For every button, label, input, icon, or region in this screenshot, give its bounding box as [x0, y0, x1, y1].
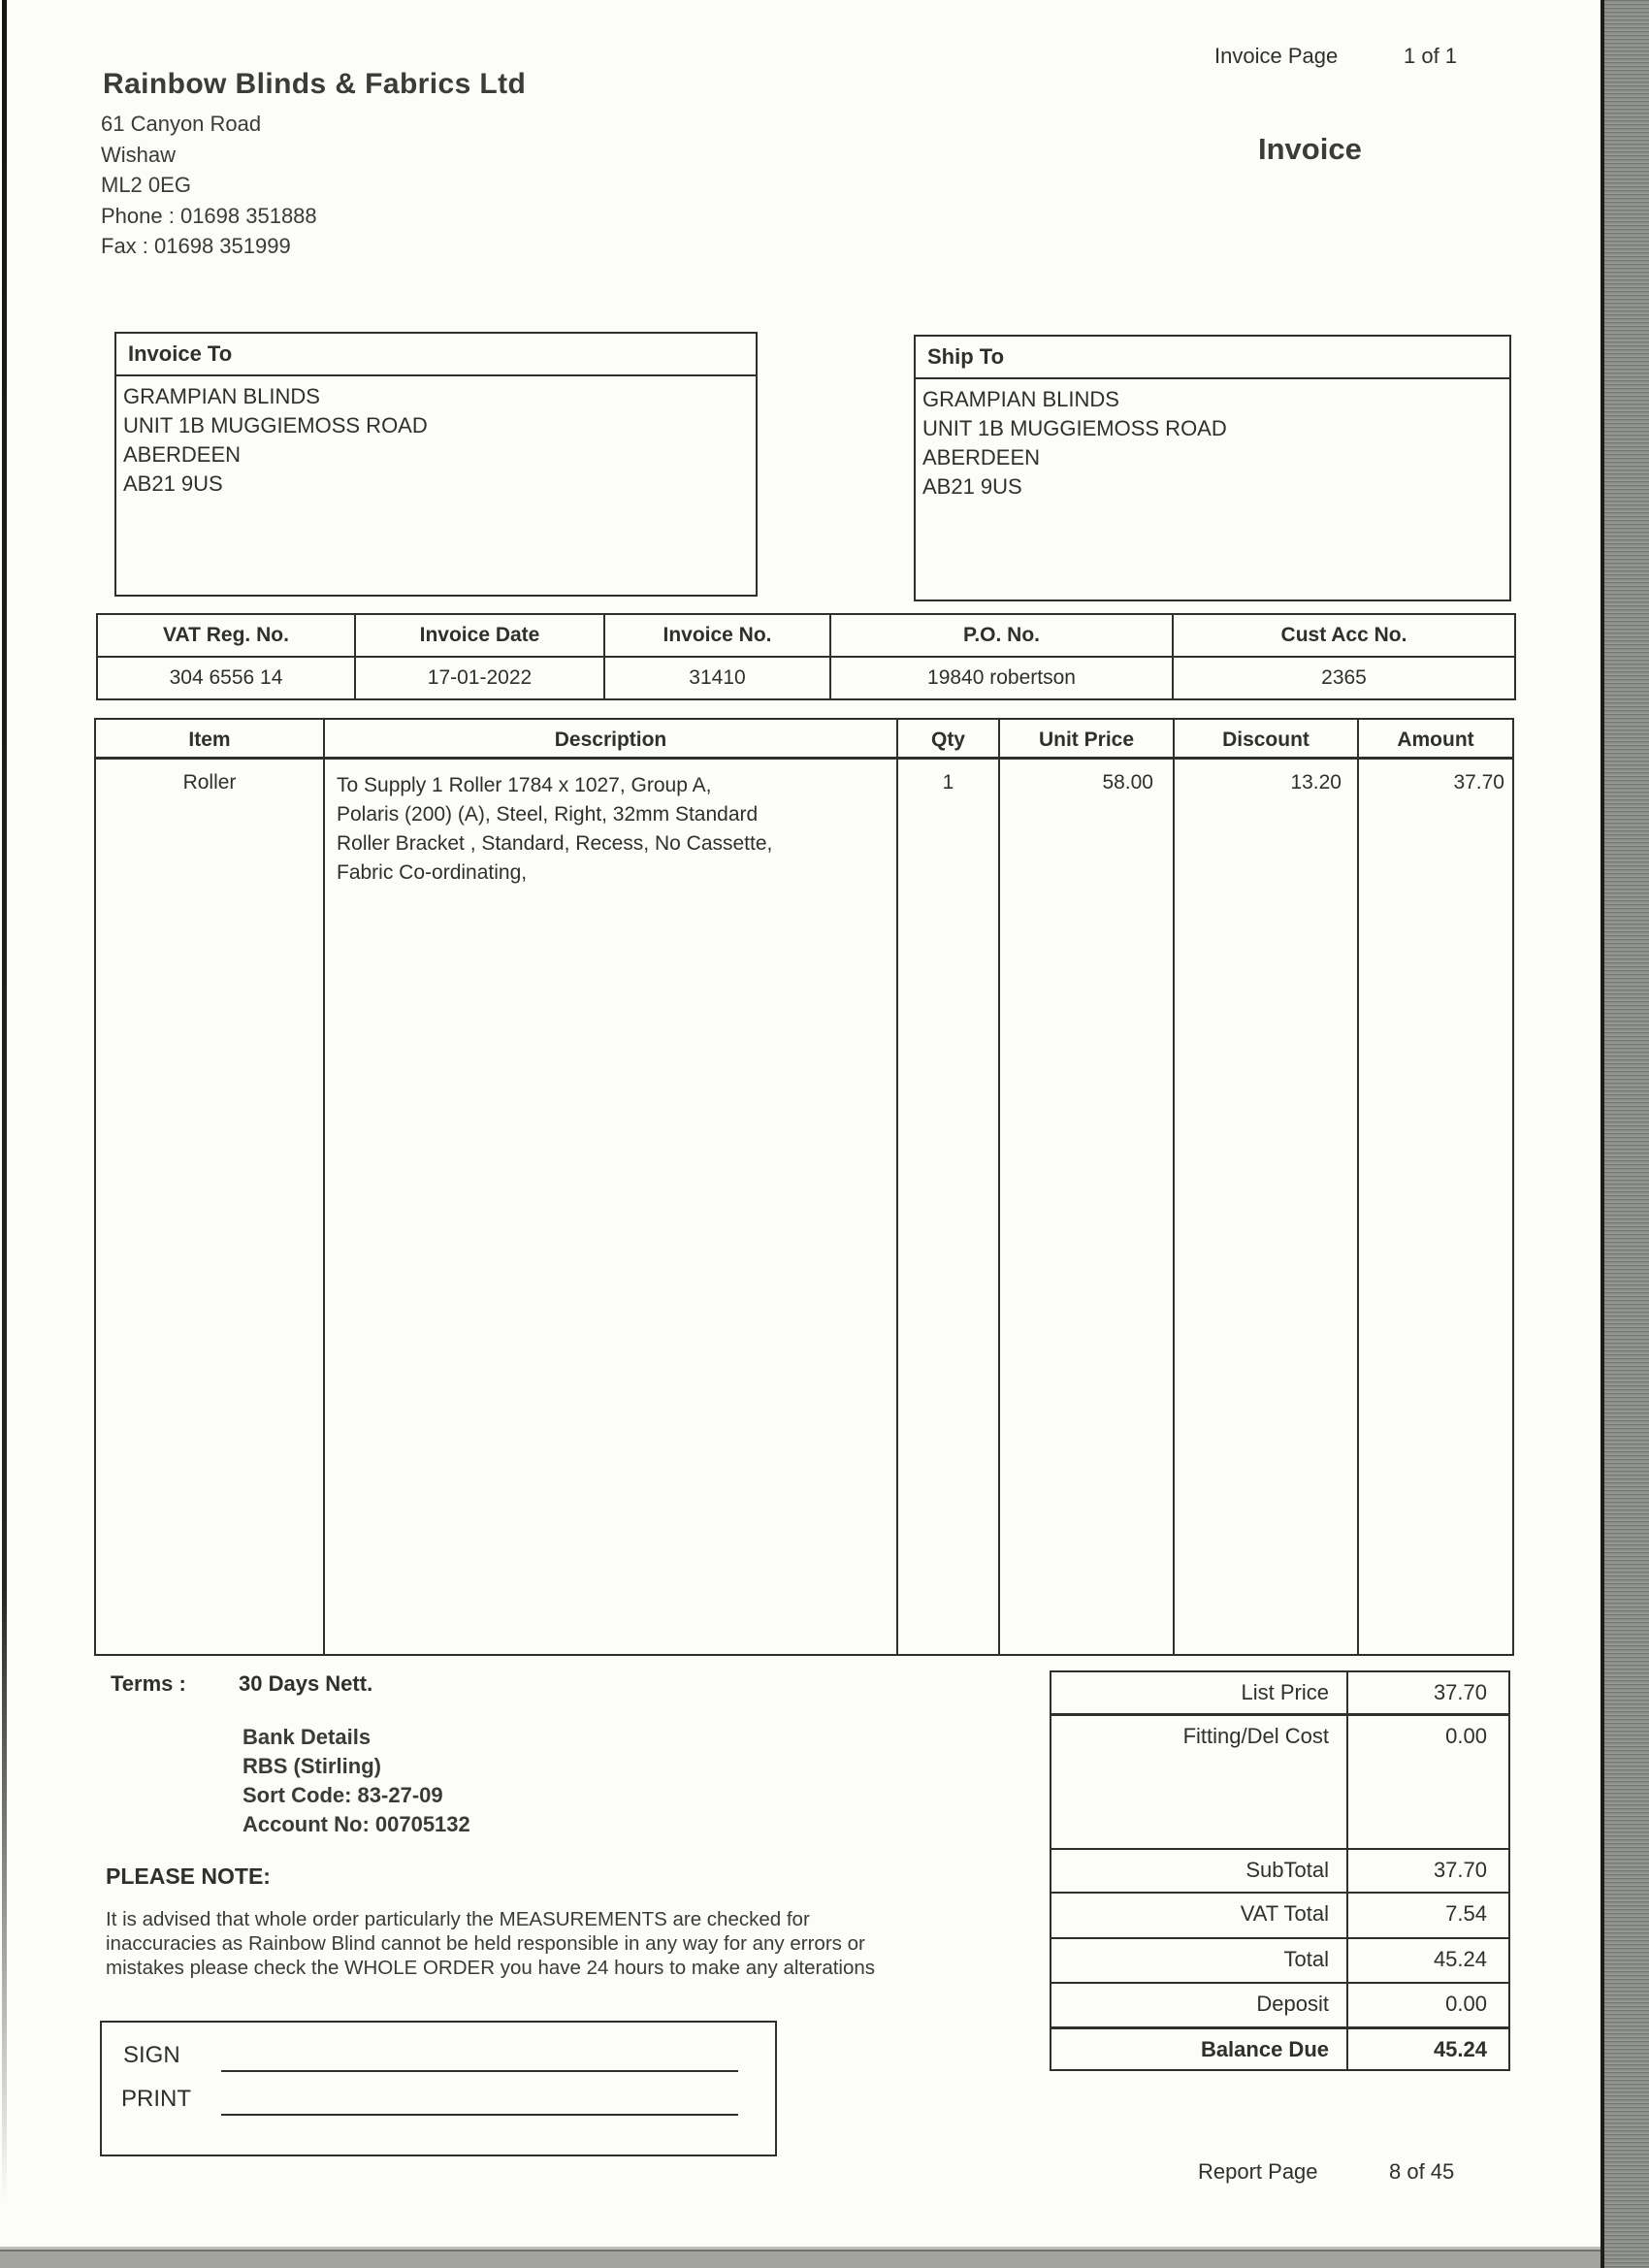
items-header-description: Description — [554, 728, 667, 751]
scan-strip-right — [1600, 0, 1649, 2268]
meta-value-cust-acc: 2365 — [1321, 666, 1367, 689]
totals-row-list-price — [1051, 1672, 1508, 1716]
print-label: PRINT — [121, 2086, 191, 2112]
line-items-table — [94, 718, 1514, 1656]
invoice-to-line: AB21 9US — [123, 471, 223, 496]
invoice-meta-table — [96, 613, 1516, 700]
invoice-to-line: UNIT 1B MUGGIEMOSS ROAD — [123, 413, 428, 437]
invoice-title: Invoice — [1258, 132, 1362, 166]
bank-details-line: RBS (Stirling) — [242, 1754, 381, 1778]
totals-label: VAT Total — [1051, 1894, 1348, 1937]
please-note-line: It is advised that whole order particularly the MEASUREMENTS are checked for — [106, 1908, 810, 1930]
sign-line — [221, 2070, 738, 2072]
totals-label: Total — [1051, 1939, 1348, 1982]
totals-label: SubTotal — [1051, 1850, 1348, 1892]
item-description-line: To Supply 1 Roller 1784 x 1027, Group A, — [337, 774, 712, 796]
column-divider — [323, 720, 325, 1654]
invoice-to-title: Invoice To — [116, 334, 756, 376]
meta-header-invoice-date: Invoice Date — [356, 615, 605, 658]
item-cell-description — [337, 771, 886, 888]
meta-value-vat-reg: 304 6556 14 — [98, 658, 356, 698]
totals-label: List Price — [1051, 1672, 1348, 1713]
invoice-to-line: GRAMPIAN BLINDS — [123, 384, 320, 408]
item-cell-amount: 37.70 — [1453, 771, 1504, 794]
column-divider — [1357, 720, 1359, 1654]
totals-row-fitting-del-cost — [1051, 1716, 1508, 1850]
totals-row-total — [1051, 1939, 1508, 1984]
meta-value-invoice-date: 17-01-2022 — [356, 658, 605, 698]
item-cell-unit-price: 58.00 — [1102, 771, 1153, 794]
please-note-body — [106, 1907, 875, 1980]
items-header-amount: Amount — [1397, 728, 1474, 751]
item-cell-discount: 13.20 — [1290, 771, 1342, 794]
meta-header-vat-reg: VAT Reg. No. — [98, 615, 356, 658]
item-description-line: Fabric Co-ordinating, — [337, 861, 528, 884]
bank-details-line: Account No: 00705132 — [242, 1812, 470, 1836]
print-line — [221, 2114, 738, 2116]
please-note-title: PLEASE NOTE: — [106, 1863, 271, 1889]
company-fax: Fax : 01698 351999 — [101, 234, 291, 258]
totals-row-subtotal — [1051, 1850, 1508, 1894]
meta-header-po-no: P.O. No. — [831, 615, 1174, 658]
items-header-qty: Qty — [930, 728, 965, 751]
totals-row-deposit — [1051, 1984, 1508, 2029]
meta-header-cust-acc: Cust Acc No. — [1174, 615, 1514, 658]
totals-row-balance-due — [1051, 2029, 1508, 2069]
ship-to-title: Ship To — [916, 337, 1509, 379]
company-address-line: 61 Canyon Road — [101, 112, 262, 136]
terms-label: Terms : — [111, 1671, 186, 1696]
company-name: Rainbow Blinds & Fabrics Ltd — [103, 68, 527, 100]
totals-value: 37.70 — [1433, 1858, 1487, 1882]
invoice-to-address — [116, 376, 756, 499]
ship-to-line: GRAMPIAN BLINDS — [922, 387, 1119, 411]
invoice-to-line: ABERDEEN — [123, 442, 242, 467]
item-cell-name: Roller — [182, 771, 237, 794]
ship-to-line: ABERDEEN — [922, 445, 1041, 470]
company-address-line: ML2 0EG — [101, 173, 191, 197]
totals-label: Deposit — [1051, 1984, 1348, 2026]
totals-row-vat-total — [1051, 1894, 1508, 1939]
company-address-block — [101, 109, 317, 262]
sign-label: SIGN — [123, 2042, 180, 2068]
totals-value: 0.00 — [1445, 1992, 1487, 2016]
totals-value: 37.70 — [1433, 1680, 1487, 1704]
ship-to-box — [914, 335, 1511, 601]
column-divider — [998, 720, 1000, 1654]
report-page-value: 8 of 45 — [1389, 2159, 1455, 2184]
signature-box — [100, 2021, 777, 2156]
scan-edge-left — [2, 0, 7, 2202]
column-divider — [896, 720, 898, 1654]
bank-details-line: Sort Code: 83-27-09 — [242, 1783, 443, 1807]
items-header-item: Item — [188, 728, 231, 751]
ship-to-line: UNIT 1B MUGGIEMOSS ROAD — [922, 416, 1227, 440]
totals-label: Fitting/Del Cost — [1051, 1716, 1348, 1848]
totals-value: 45.24 — [1433, 1947, 1487, 1971]
totals-value: 45.24 — [1433, 2037, 1487, 2061]
invoice-to-box — [114, 332, 758, 597]
item-description-line: Roller Bracket , Standard, Recess, No Cassette, — [337, 832, 773, 855]
bank-details-block — [242, 1723, 470, 1839]
please-note-line: inaccuracies as Rainbow Blind cannot be held responsible in any way for any errors or — [106, 1932, 865, 1955]
meta-header-invoice-no: Invoice No. — [605, 615, 831, 658]
company-phone: Phone : 01698 351888 — [101, 203, 317, 228]
invoice-page-label: Invoice Page — [1214, 44, 1339, 68]
ship-to-address — [916, 379, 1509, 502]
report-page-label: Report Page — [1198, 2159, 1318, 2184]
item-description-line: Polaris (200) (A), Steel, Right, 32mm Standard — [337, 803, 759, 826]
totals-label: Balance Due — [1051, 2029, 1348, 2069]
items-header-unit-price: Unit Price — [1038, 728, 1135, 751]
bank-details-title: Bank Details — [242, 1725, 372, 1749]
totals-box — [1050, 1670, 1510, 2071]
ship-to-line: AB21 9US — [922, 474, 1022, 499]
meta-value-po-no: 19840 robertson — [831, 658, 1174, 698]
please-note-line: mistakes please check the WHOLE ORDER you have 24 hours to make any alterations — [106, 1957, 876, 1979]
totals-value: 0.00 — [1445, 1724, 1487, 1748]
column-divider — [1173, 720, 1175, 1654]
terms-value: 30 Days Nett. — [239, 1671, 373, 1696]
invoice-page-value: 1 of 1 — [1404, 44, 1458, 68]
scan-strip-bottom — [0, 2247, 1649, 2268]
totals-value: 7.54 — [1445, 1901, 1487, 1926]
item-cell-qty: 1 — [942, 771, 954, 794]
meta-value-invoice-no: 31410 — [605, 658, 831, 698]
company-address-line: Wishaw — [101, 142, 177, 167]
items-header-discount: Discount — [1222, 728, 1310, 751]
